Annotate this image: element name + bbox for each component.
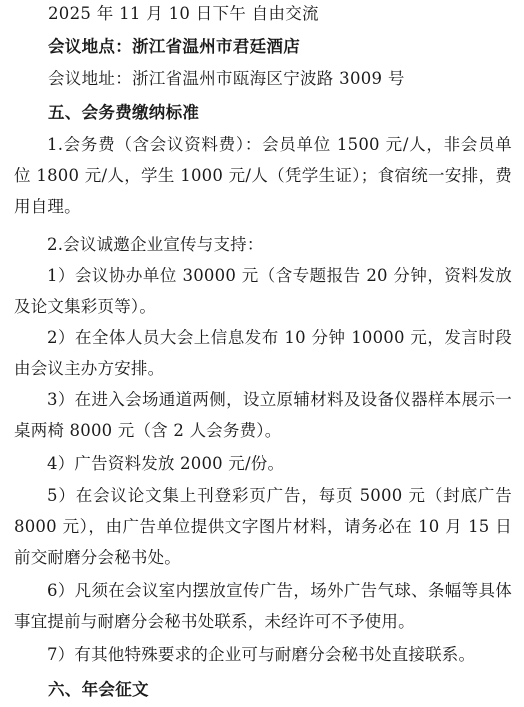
sponsor-item-7: 7）有其他特殊要求的企业可与耐磨分会秘书处直接联系。	[47, 645, 476, 664]
session-time: 2025 年 11 月 10 日下午 自由交流	[48, 4, 319, 23]
sponsor-item-3: 3）在进入会场通道两侧，设立原辅材料及设备仪器样本展示一桌两椅 8000 元（含 2 人会务费）。	[14, 390, 512, 440]
venue-label: 会议地点：	[48, 37, 132, 56]
address-value: 浙江省温州市瓯海区宁波路 3009 号	[132, 69, 405, 88]
sponsorship-title: 2.会议诚邀企业宣传与支持：	[47, 235, 264, 254]
sponsor-item-6: 6）凡须在会议室内摆放宣传广告，场外广告气球、条幅等具体事宜提前与耐磨分会秘书处联系，未经许可不予使用。	[14, 581, 512, 631]
venue-line	[48, 36, 300, 58]
sponsor-item-4: 4）广告资料发放 2000 元/份。	[47, 454, 285, 473]
address-line	[48, 68, 405, 90]
section-6-heading: 六、年会征文	[48, 680, 149, 699]
sponsor-item-5: 5）在会议论文集上刊登彩页广告，每页 5000 元（封底广告 8000 元），由广告单位提供文字图片材料，请务必在 10 月 15 日前交耐磨分会秘书处。	[14, 486, 512, 567]
venue-value: 浙江省温州市君廷酒店	[132, 37, 300, 56]
address-label: 会议地址：	[48, 69, 132, 88]
sponsor-item-1: 1）会议协办单位 30000 元（含专题报告 20 分钟，资料发放及论文集彩页等）。	[14, 266, 512, 316]
sponsor-item-2: 2）在全体人员大会上信息发布 10 分钟 10000 元，发言时段由会议主办方安排。	[14, 328, 512, 378]
fee-paragraph: 1.会务费（含会议资料费）：会员单位 1500 元/人，非会员单位 1800 元/人，学生 1000 元/人（凭学生证）；食宿统一安排，费用自理。	[14, 135, 512, 216]
section-5-heading: 五、会务费缴纳标准	[48, 103, 200, 122]
